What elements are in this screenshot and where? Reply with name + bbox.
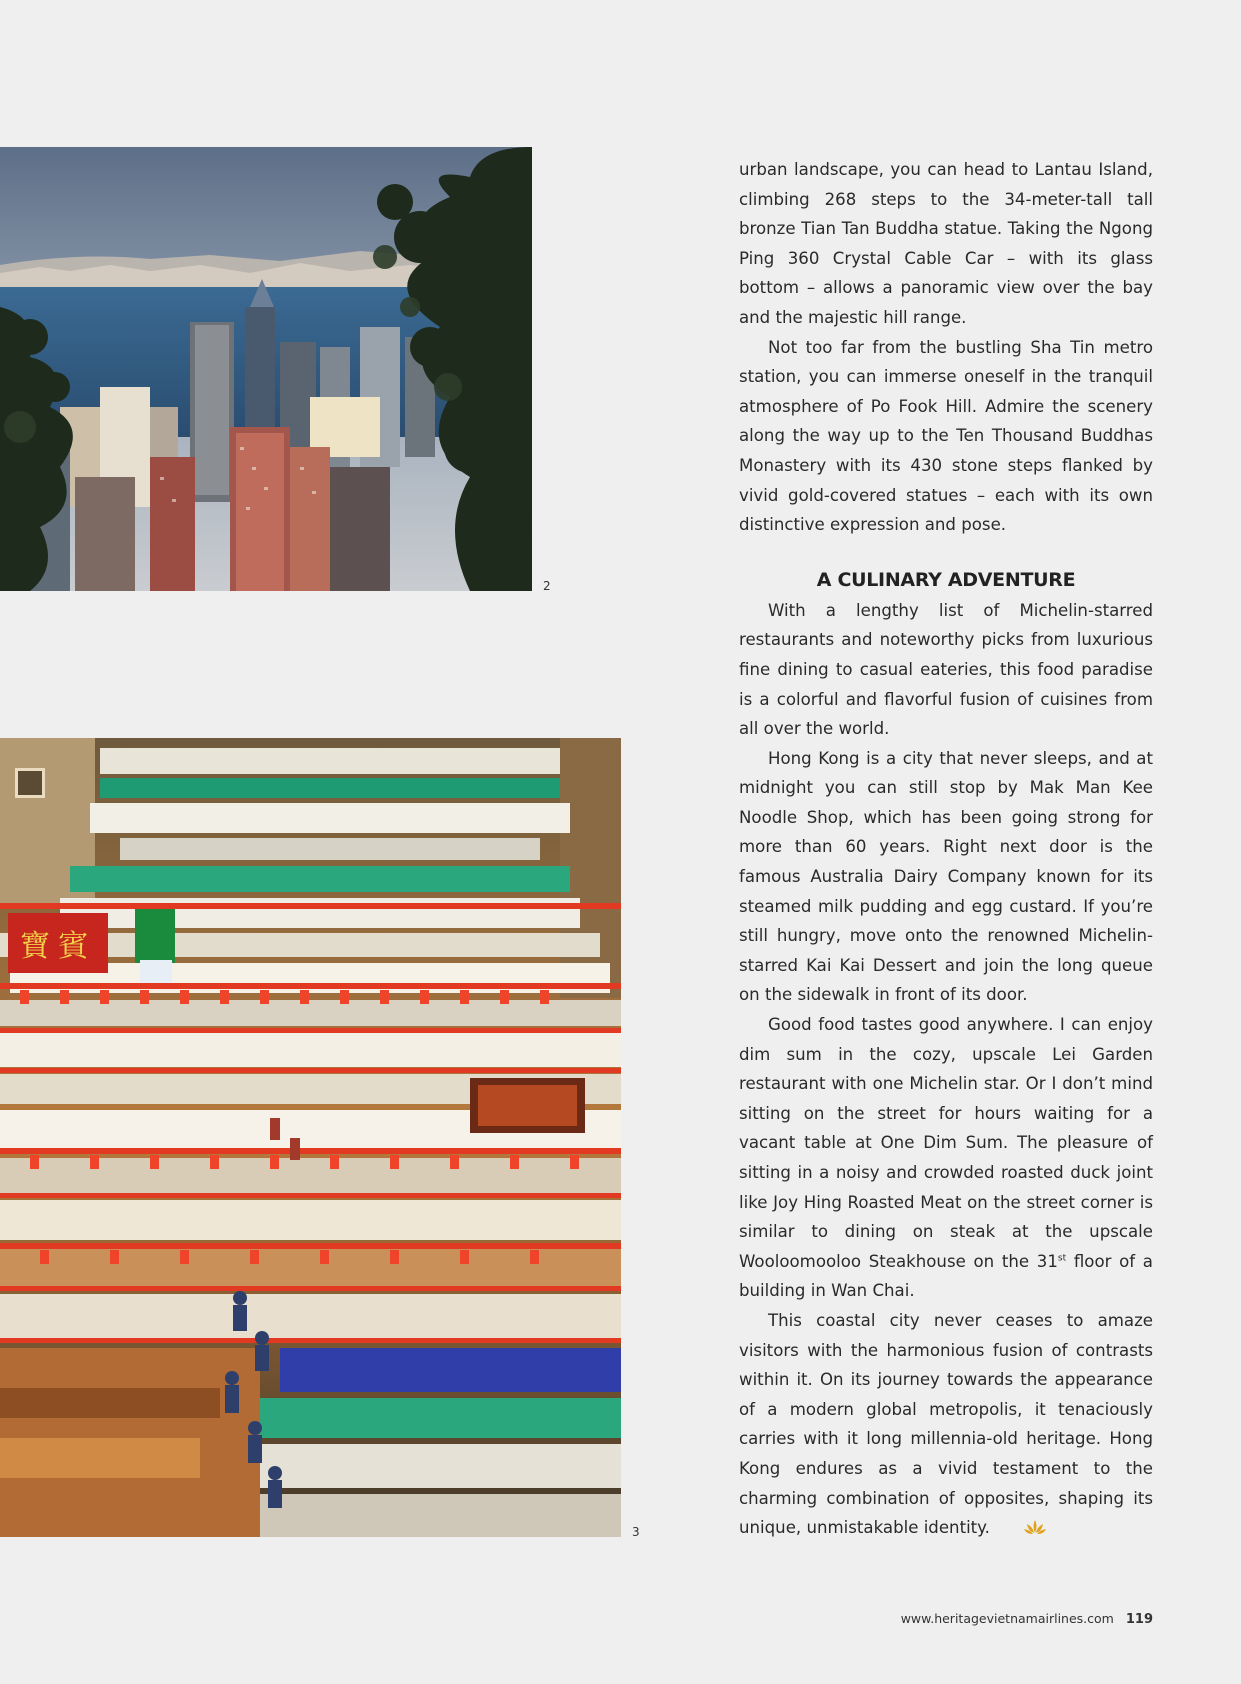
hong-kong-skyline-photo xyxy=(0,147,532,591)
svg-text:寶: 寶 xyxy=(20,929,50,964)
article-paragraph: urban landscape, you can head to Lantau Island, climbing 268 steps to the 34-meter-tall tall bronze Tian Tan Buddha statue. Taking the Ngong Ping 360 Crystal Cable Car – with its glass bottom – allows a panoramic view over the bay and the majestic hill range. xyxy=(739,160,1153,327)
svg-text:賓: 賓 xyxy=(58,929,88,964)
photo-2-number: 2 xyxy=(543,579,551,593)
article-text: This coastal city never ceases to amaze visitors with the harmonious fusion of contrasts within it. On its journey towards the appearance of a modern global metropolis, it tenaciously carries with it long millennia-old heritage. Hong Kong endures as a vivid testament to the charming combination of opposites, shaping its unique, unmistakable identity. xyxy=(739,1310,1153,1538)
page-number: 119 xyxy=(1125,1612,1153,1627)
page-footer xyxy=(901,1611,1153,1627)
website-link[interactable]: www.heritagevietnamairlines.com xyxy=(900,1611,1114,1626)
article-paragraph: With a lengthy list of Michelin-starred restaurants and noteworthy picks from luxurious fine dining to casual eateries, this food paradise is a colorful and flavorful fusion of cuisines from all over the world. xyxy=(739,600,1153,739)
ordinal-suffix: st xyxy=(1057,1253,1067,1264)
article-text: Good food tastes good anywhere. I can enjoy dim sum in the cozy, upscale Lei Garden restaurant with one Michelin star. Or I don’t mind sitting on the street for hours waiting for a vacant table at One Dim Sum. The pleasure of sitting in a noisy and crowded roasted duck joint like Joy Hing Roasted Meat on the street corner is similar to dining on steak at the upscale Wooloomooloo Steakhouse on the 31 xyxy=(739,1015,1153,1271)
night-market-photo xyxy=(0,738,621,1537)
article-paragraph: Not too far from the bustling Sha Tin metro station, you can immerse oneself in the tranquil atmosphere of Po Fook Hill. Admire the scenery along the way up to the Ten Thousand Buddhas Monastery with its 430 stone steps flanked by vivid gold-covered statues – each with its own distinctive expression and pose. xyxy=(739,337,1153,535)
section-heading: A CULINARY ADVENTURE xyxy=(816,568,1076,591)
article-paragraph xyxy=(739,1306,1153,1545)
article-text: floor of a building in Wan Chai. xyxy=(739,1251,1153,1301)
article-body xyxy=(739,155,1153,1545)
article-paragraph: Hong Kong is a city that never sleeps, and at midnight you can still stop by Mak Man Kee Noodle Shop, which has been going strong for more than 60 years. Right next door is the famous Australia Dairy Company known for its steamed milk pudding and egg custard. If you’re still hungry, move onto the renowned Michelin-starred Kai Kai Dessert and join the long queue on the sidewalk in front of its door. xyxy=(739,748,1153,1005)
lotus-end-mark-icon xyxy=(994,1515,1047,1545)
article-paragraph xyxy=(739,1010,1153,1306)
photo-3-number: 3 xyxy=(632,1525,640,1539)
